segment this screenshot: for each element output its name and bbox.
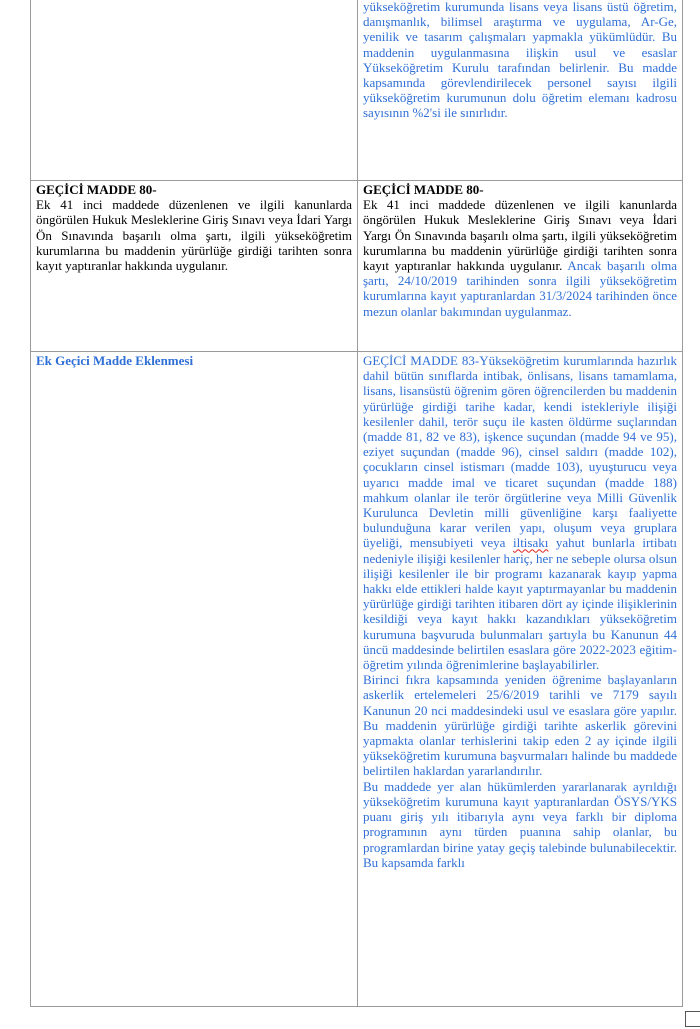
table-row: [31, 181, 683, 352]
paragraph: [363, 353, 677, 672]
text-segment: GEÇİCİ MADDE 83-Yükseköğretim kurumlarında hazırlık dahil bütün sınıflarda intibak, önlisans, lisans tamamlama, lisans, lisansüstü öğrenim gören öğrencilerden bu maddenin yürürlüğe girdiği tarihe kadar, kendi istekleriyle ilişiği kesilenler dahil, terör suçu ile kasten öldürme suçlarından (madde 81, 82 ve 83), işkence suçundan (madde 94 ve 95), eziyet suçundan (madde 96), cinsel saldırı (madde 102), çocukların cinsel istismarı (madde 103), uyuşturucu veya uyarıcı madde imal ve ticaret suçundan (madde 188) mahkum olanlar ile terör örgütlerine veya Milli Güvenlik Kurulunca Devletin milli güvenliğine karşı faaliyette bulunduğuna karar verilen yapı, oluşum veya gruplara üyeliği, mensubiyeti veya: [363, 353, 677, 551]
table-cell-left: [31, 352, 358, 1007]
table-cell-right: [358, 352, 683, 1007]
table-cell-left: [31, 181, 358, 352]
table-row: [31, 352, 683, 1007]
amendment-heading: Ek Geçici Madde Eklenmesi: [36, 353, 194, 368]
paragraph: Ek 41 inci maddede düzenlenen ve ilgili kanunlarda öngörülen Hukuk Mesleklerine Giriş Sınavı veya İdari Yargı Ön Sınavında başarılı olma şartı, ilgili yükseköğretim kurumlarına bu maddenin yürürlüğe girdiği tarihten sonra kayıt yaptıranlar hakkında uygulanır.: [36, 197, 352, 274]
article-heading: GEÇİCİ MADDE 80-: [36, 182, 157, 197]
text-unchanged: Ek 41 inci maddede düzenlenen ve ilgili kanunlarda öngörülen Hukuk Mesleklerine Giriş Sınavı veya İdari Yargı Ön Sınavında başarılı olma şartı, ilgili yükseköğretim kurumlarına bu maddenin yürürlüğe girdiği tarihten sonra kayıt yaptıranlar hakkında uygulanır.: [363, 197, 677, 274]
paragraph: yükseköğretim kurumunda lisans veya lisans üstü öğretim, danışmanlık, bilimsel araştırma ve uygulama, Ar-Ge, yenilik ve tasarım çalışmaları yapmakla yükümlüdür. Bu maddenin uygulanmasına ilişkin usul ve esaslar Yükseköğretim Kurulu tarafından belirlenir. Bu madde kapsamında görevlendirilecek personel sayısı ilgili yükseköğretim kurumunun dolu öğretim elemanı kadrosu sayısının %2'si ile sınırlıdır.: [363, 0, 677, 121]
table-cell-right: [358, 181, 683, 352]
spellcheck-word: iltisakı: [512, 535, 549, 551]
table-row: [31, 0, 683, 181]
corner-box: [685, 1011, 700, 1027]
paragraph: Birinci fıkra kapsamında yeniden öğrenime başlayanların askerlik ertelemeleri 25/6/2019 tarihli ve 7179 sayılı Kanunun 20 nci maddesindeki usul ve esaslara göre yapılır. Bu maddenin yürürlüğe girdiği tarihte askerlik görevini yapmakta olanlar terhislerini takip eden 2 ay içinde ilgili yükseköğretim kurumuna başvurmaları halinde bu maddede belirtilen haklardan yararlandırılır.: [363, 672, 677, 779]
comparison-table: [30, 0, 683, 1007]
paragraph: [363, 197, 677, 319]
paragraph: Bu maddede yer alan hükümlerden yararlanarak ayrıldığı yükseköğretim kurumuna kayıt yaptıranlardan ÖSYS/YKS puanı giriş yılı itibarıyla aynı veya farklı bir diploma programının aynı türden puanına sahip olanlar, bu programlardan birine yatay geçiş talebinde bulunabilecektir. Bu kapsamda farklı: [363, 778, 677, 870]
text-segment: yahut bunlarla irtibatı nedeniyle ilişiği kesilenler hariç, her ne sebeple olursa olsun ilişiği kesilenler ile bir programı kazanarak kayıp yapma hakkı elde ettikleri halde kayıt yaptırmayanlar bu maddenin yürürlüğe girdiği tarihten itibaren dört ay içinde ilişiklerinin kesildiği veya kayıt hakkı kazandıkları yükseköğretim kurumuna başvuruda bulunmaları şartıyla bu Kanunun 44 üncü maddesinde belirtilen esaslara göre 2022-2023 eğitim-öğretim yılında öğrenimlerine başlayabilirler.: [363, 535, 678, 673]
table-cell-right: [358, 0, 683, 181]
table-cell-left: [31, 0, 358, 181]
article-heading: GEÇİCİ MADDE 80-: [363, 182, 484, 197]
text-added: Ancak başarılı olma şartı, 24/10/2019 tarihinden sonra ilgili yükseköğretim kurumlarına kayıt yaptıranlardan 31/3/2024 tarihinden önce mezun olanlar bakımından uygulanmaz.: [363, 258, 677, 319]
